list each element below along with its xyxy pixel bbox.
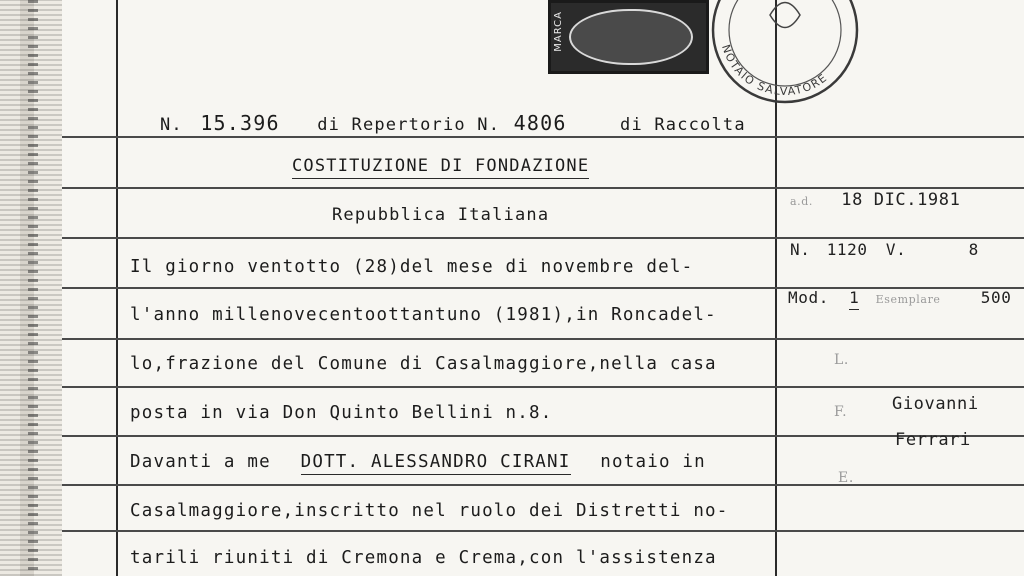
body-line: Il giorno ventotto (28)del mese di novembre del- xyxy=(130,257,694,277)
faint-mark: L. xyxy=(834,352,849,368)
notary-seal-icon xyxy=(700,0,870,105)
registration-number-row xyxy=(790,240,979,259)
seal-text: NOTAIO SALVATORE xyxy=(719,42,831,99)
raccolta-number: 4806 xyxy=(513,111,567,135)
body-line-notary xyxy=(130,452,706,472)
registration-date-faint-label: a.d. xyxy=(790,195,813,208)
ruling-line xyxy=(62,530,1024,532)
revenue-stamp xyxy=(548,0,709,74)
notary-prefix: Davanti a me xyxy=(130,452,271,472)
ruling-line xyxy=(62,187,1024,189)
ruling-line xyxy=(62,338,1024,340)
raccolta-text: di Raccolta xyxy=(620,115,746,135)
repertorio-text: di Repertorio N. xyxy=(317,115,501,135)
registration-date-row xyxy=(790,190,960,210)
reg-n-value: 1120 xyxy=(826,240,868,259)
registration-amount: 500 xyxy=(980,288,1012,307)
republic-heading: Repubblica Italiana xyxy=(332,205,550,225)
svg-text:NOTAIO SALVATORE xyxy=(719,43,830,98)
notary-suffix: notaio in xyxy=(600,452,706,472)
repertorio-number: 15.396 xyxy=(200,111,280,135)
document-title: COSTITUZIONE DI FONDAZIONE xyxy=(292,156,589,179)
mod-value: 1 xyxy=(849,288,859,310)
binding-holes xyxy=(28,0,38,576)
body-line: Casalmaggiore,inscritto nel ruolo dei Distretti no- xyxy=(130,501,729,521)
body-line: lo,frazione del Comune di Casalmaggiore,nella casa xyxy=(130,354,717,374)
registration-mod-row xyxy=(788,288,1011,307)
ruling-line xyxy=(62,435,1024,437)
signature-first-name: Giovanni xyxy=(892,394,979,414)
ruling-line xyxy=(62,484,1024,486)
registration-date: 18 DIC.1981 xyxy=(841,190,961,210)
repertorio-line xyxy=(160,113,746,135)
ruling-line xyxy=(62,386,1024,388)
mod-faint-label: Esemplare xyxy=(875,293,941,306)
body-line: l'anno millenovecentoottantuno (1981),in Roncadel- xyxy=(130,305,717,325)
reg-v-value: 8 xyxy=(968,240,979,259)
faint-mark: F. xyxy=(834,404,848,420)
stamp-emblem xyxy=(569,9,693,65)
ruling-line xyxy=(62,237,1024,239)
reg-n-label: N. xyxy=(790,240,811,259)
faint-mark: E. xyxy=(838,470,854,486)
ruling-line xyxy=(62,136,1024,138)
notary-name: DOTT. ALESSANDRO CIRANI xyxy=(301,452,571,475)
reg-v-label: V. xyxy=(885,240,907,259)
mod-label: Mod. xyxy=(788,288,829,307)
body-line: tarili riuniti di Cremona e Crema,con l'assistenza xyxy=(130,548,717,568)
stamp-label: MARCA xyxy=(553,11,564,52)
body-line: posta in via Don Quinto Bellini n.8. xyxy=(130,403,553,423)
n-label: N. xyxy=(160,115,183,135)
signature-last-name: Ferrari xyxy=(895,430,971,450)
